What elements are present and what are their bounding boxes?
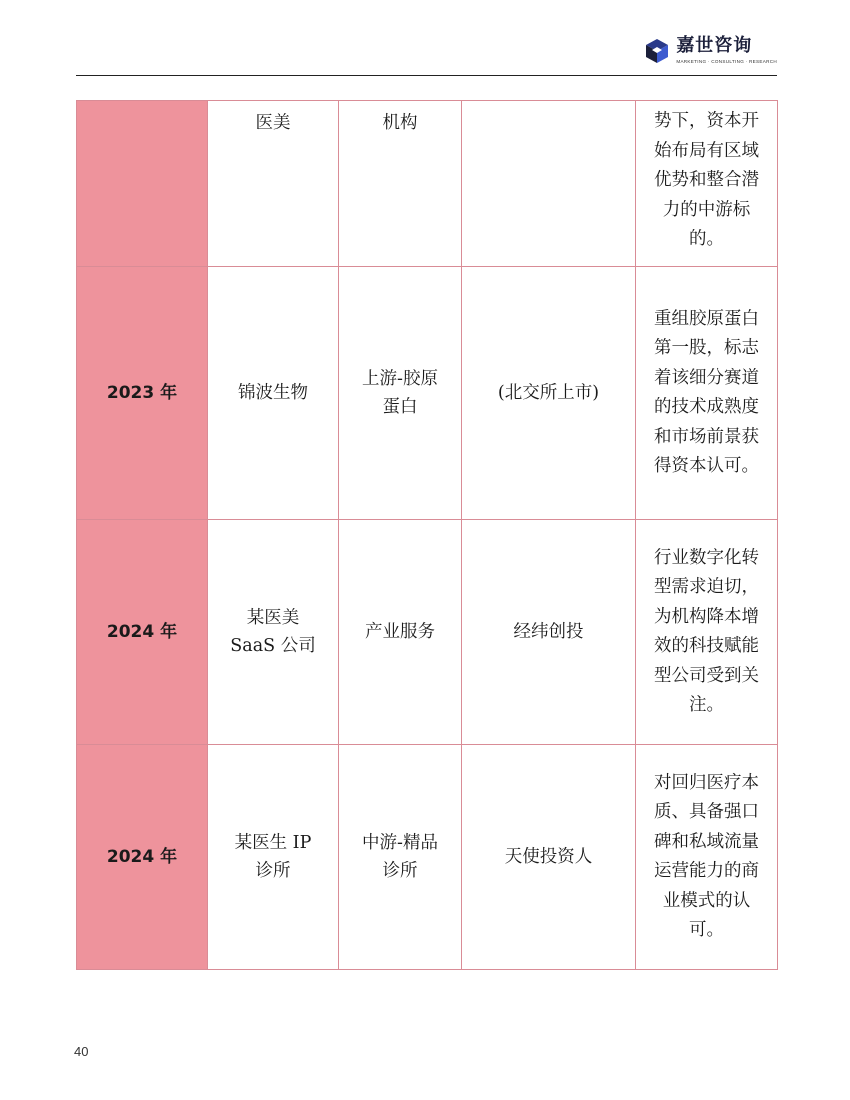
table-row (77, 745, 778, 970)
segment-cell: 机构 (339, 101, 462, 267)
note-cell: 行业数字化转型需求迫切，为机构降本增效的科技赋能型公司受到关注。 (636, 520, 778, 745)
segment-cell (339, 267, 462, 520)
company-cell (208, 520, 339, 745)
table-row (77, 520, 778, 745)
brand-cube-icon (644, 38, 670, 64)
company-cell (208, 745, 339, 970)
company-cell: 锦波生物 (208, 267, 339, 520)
company-line: 诊所 (255, 861, 291, 881)
company-line: 某医美 (246, 608, 300, 628)
brand-name: 嘉世咨询 (676, 35, 753, 56)
brand-tagline: MARKETING · CONSULTING · RESEARCH (676, 59, 777, 64)
segment-line: 蛋白 (382, 397, 418, 417)
segment-line: 上游-胶原 (362, 369, 438, 389)
note-cell: 势下，资本开始布局有区域优势和整合潜力的中游标的。 (636, 101, 778, 267)
year-cell: 2024 年 (77, 745, 208, 970)
header-divider (76, 75, 777, 76)
investor-cell: 天使投资人 (462, 745, 636, 970)
segment-line: 中游-精品 (362, 833, 438, 853)
table-row (77, 101, 778, 267)
company-line: SaaS 公司 (230, 636, 316, 656)
segment-cell: 产业服务 (339, 520, 462, 745)
segment-line: 诊所 (382, 861, 418, 881)
investor-cell (462, 101, 636, 267)
company-cell: 医美 (208, 101, 339, 267)
investor-cell: 经纬创投 (462, 520, 636, 745)
company-line: 某医生 IP (234, 833, 312, 853)
investment-table (76, 100, 778, 970)
year-cell: 2023 年 (77, 267, 208, 520)
investor-cell: (北交所上市) (462, 267, 636, 520)
segment-cell (339, 745, 462, 970)
year-cell: 2024 年 (77, 520, 208, 745)
brand-logo (644, 36, 777, 64)
note-cell: 重组胶原蛋白第一股，标志着该细分赛道的技术成熟度和市场前景获得资本认可。 (636, 267, 778, 520)
page-header (76, 30, 777, 76)
page-number: 40 (74, 1044, 89, 1059)
table-row (77, 267, 778, 520)
note-cell: 对回归医疗本质、具备强口碑和私域流量运营能力的商业模式的认可。 (636, 745, 778, 970)
year-cell (77, 101, 208, 267)
